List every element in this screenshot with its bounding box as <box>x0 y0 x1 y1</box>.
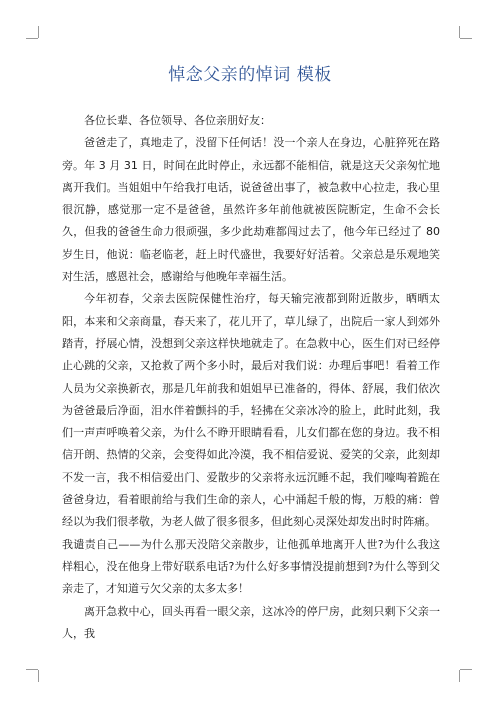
reflection-paragraph: 我谴责自己——为什么那天没陪父亲散步，让他孤单地离开人世?为什么我这样粗心，没在他身上带好联系电话?为什么好多事情没提前想到?为什么等到父亲走了，才知道亏欠父亲的太多太多！ <box>62 537 440 596</box>
crop-mark-bottom-right-vertical <box>459 670 460 682</box>
document-body <box>62 110 440 645</box>
paragraph-1: 爸爸走了，真地走了，没留下任何话！没一个亲人在身边，心脏猝死在路旁。年 3 月 31 日，时间在此时停止，永远都不能相信，就是这天父亲匆忙地离开我们。当姐姐中午给我打电话，说爸爸出事了，被急救中心拉走，我心里很沉静，感觉那一定不是爸爸，虽然许多年前他就被医院断定，生命不会长久，但我的爸爸生命力很顽强，多少此劫难都闯过去了，他今年已经过了 80 岁生日，他说：临老临老，赶上时代盛世，我要好好活着。父亲总是乐观地笑对生活，感恩社会，感谢给与他晚年幸福生活。 <box>62 136 440 284</box>
crop-mark-top-right-horizontal <box>460 38 472 39</box>
crop-mark-top-left-horizontal <box>26 38 38 39</box>
crop-mark-bottom-left-horizontal <box>26 669 38 670</box>
paragraph-2: 今年初春，父亲去医院保健性治疗，每天输完液都到附近散步，晒晒太阳，本来和父亲商量，春天来了，花儿开了，草儿绿了，出院后一家人到郊外踏青，抒展心情，没想到父亲这样快地就走了。在急救中心，医生们对已经停止心跳的父亲，又抢救了两个多小时，最后对我们说：办理后事吧！看着工作人员为父亲换新衣，那是几年前我和姐姐早已准备的，得体、舒展，我们依次为爸爸最后净面，泪水伴着颤抖的手，轻拂在父亲冰冷的脸上，此时此刻，我们一声声呼唤着父亲，为什么不睁开眼睛看看，儿女们都在您的身边。我不相信开朗、热情的父亲，会变得如此冷漠，我不相信爱说、爱笑的父亲，此刻却不发一言，我不相信爱出门、爱散步的父亲将永远沉睡不起，我们嚎啕着跪在爸爸身边，看着眼前给与我们生命的亲人，心中涌起千般的悔，万般的痛：曾经以为我们很孝敬，为老人做了很多很多，但此刻心灵深处却发出时时阵痛。 <box>62 292 440 529</box>
crop-mark-top-right-vertical <box>459 26 460 38</box>
document-title: 悼念父亲的悼词 模板 <box>168 65 332 85</box>
paragraph-last: 离开急救中心，回头再看一眼父亲，这冰冷的停尸房，此刻只剩下父亲一人，我 <box>62 604 440 640</box>
greeting-line: 各位长辈、各位领导、各位亲朋好友： <box>84 114 271 127</box>
crop-mark-bottom-left-vertical <box>38 670 39 682</box>
crop-mark-bottom-right-horizontal <box>460 669 472 670</box>
crop-mark-top-left-vertical <box>38 26 39 38</box>
